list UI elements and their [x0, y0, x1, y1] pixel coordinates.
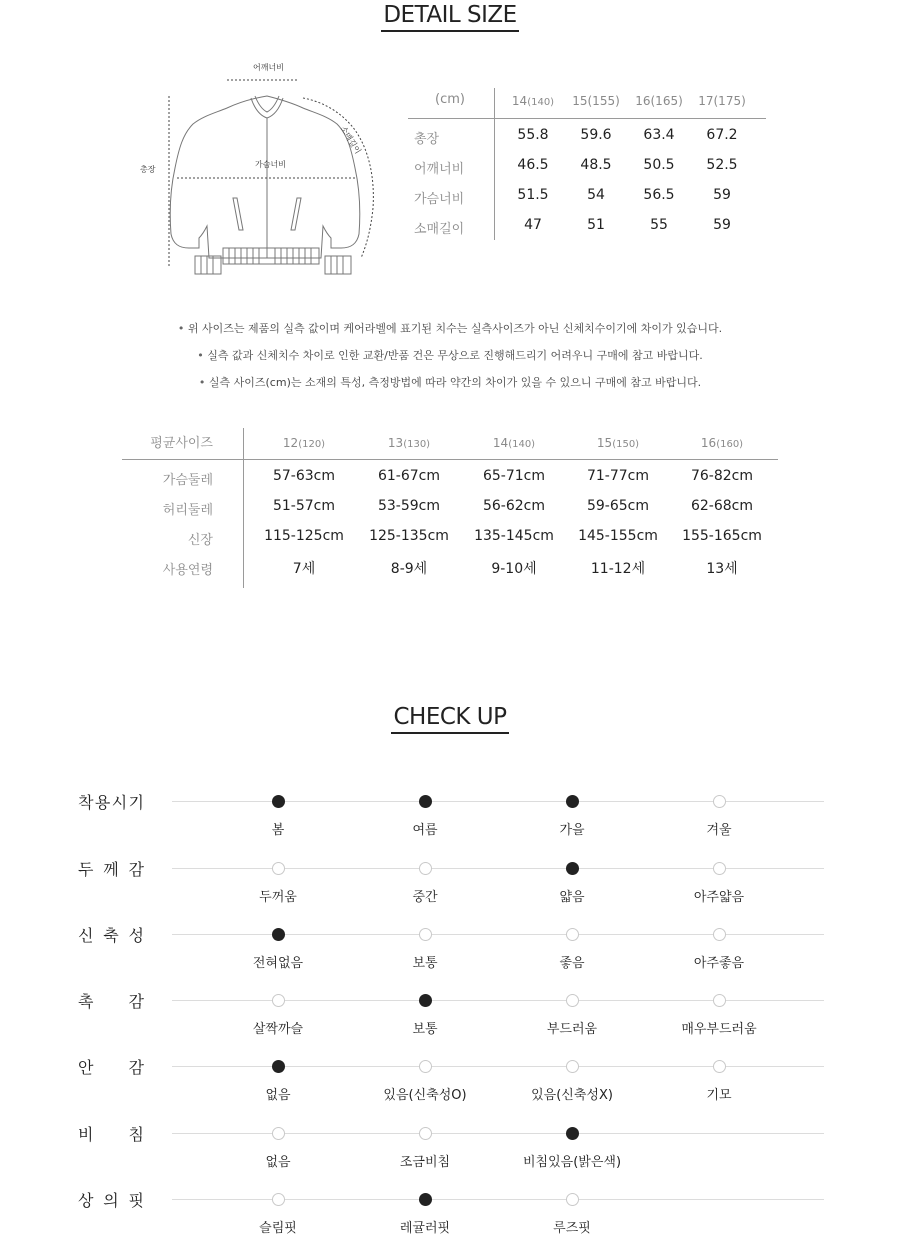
checkup-option-label: 아주좋음 [693, 956, 745, 971]
checkup-dot-selected [419, 994, 432, 1007]
checkup-option-label: 매우부드러움 [681, 1022, 757, 1037]
size-cell: 46.5 [517, 157, 549, 173]
checkup-title: CHECK UP [0, 704, 900, 730]
size-cell: 59 [713, 187, 731, 203]
avg-cell: 53-59cm [377, 498, 440, 514]
shoulder-width-label: 어깨너비 [253, 63, 284, 72]
checkup-row-label [78, 1122, 144, 1145]
size-cell: 67.2 [706, 127, 738, 143]
avg-cell: 125-135cm [369, 528, 449, 544]
checkup-dot-unselected [713, 928, 726, 941]
avg-cell: 11-12세 [590, 561, 646, 577]
checkup-option-label: 살짝까슬 [252, 1022, 304, 1037]
size-table-divider [494, 88, 495, 240]
checkup-option-label: 보통 [412, 1022, 438, 1037]
checkup-label-char: 감 [128, 860, 144, 879]
checkup-option-label: 있음(신축성X) [531, 1088, 613, 1103]
checkup-dot-unselected [566, 1060, 579, 1073]
checkup-dot-selected [272, 795, 285, 808]
checkup-label-char: 용 [94, 793, 111, 812]
avg-cell: 13세 [706, 561, 738, 577]
checkup-option-label: 가을 [559, 823, 585, 838]
size-note: • 실측 값과 신체치수 차이로 인한 교환/반품 건은 무상으로 진행해드리기 어려우니 구매에 참고 바랍니다. [0, 347, 900, 363]
size-col-17: 17(175) [698, 94, 746, 108]
size-cell: 52.5 [706, 157, 738, 173]
checkup-option-label: 좋음 [559, 956, 585, 971]
avg-col-16: 16(160) [700, 436, 744, 450]
size-row-label: 총장 [414, 132, 440, 147]
checkup-dot-selected [419, 1193, 432, 1206]
checkup-dot-unselected [419, 862, 432, 875]
avg-cell: 71-77cm [586, 468, 649, 484]
checkup-dot-unselected [713, 1060, 726, 1073]
checkup-label-char: 착 [78, 793, 94, 812]
avg-table-divider [243, 428, 244, 588]
checkup-option-label: 부드러움 [546, 1022, 598, 1037]
checkup-option-label: 아주얇음 [693, 890, 745, 905]
avg-col-14: 14(140) [492, 436, 536, 450]
checkup-dot-selected [566, 862, 579, 875]
checkup-row-line [172, 801, 824, 802]
avg-row-label: 가슴둘레 [162, 473, 213, 488]
size-cell: 63.4 [643, 127, 675, 143]
checkup-dot-unselected [713, 994, 726, 1007]
checkup-dot-unselected [419, 1060, 432, 1073]
size-table-header-line [408, 118, 766, 119]
avg-cell: 57-63cm [272, 468, 335, 484]
size-col-14: 14(140) [511, 94, 555, 108]
avg-table-header-line [122, 459, 778, 460]
checkup-option-label: 슬림핏 [259, 1221, 297, 1236]
checkup-dot-selected [566, 1127, 579, 1140]
checkup-option-label: 보통 [412, 956, 438, 971]
checkup-option-label: 여름 [412, 823, 438, 838]
checkup-row-line [172, 934, 824, 935]
jacket-outline-illustration [135, 58, 405, 288]
size-cell: 55 [650, 217, 668, 233]
checkup-option-label: 조금비침 [399, 1155, 451, 1170]
jacket-diagram [135, 58, 405, 288]
avg-cell: 62-68cm [690, 498, 753, 514]
size-cell: 51 [587, 217, 605, 233]
checkup-label-char: 상 [78, 1191, 94, 1210]
checkup-row-label [78, 923, 144, 946]
avg-cell: 56-62cm [482, 498, 545, 514]
size-note: • 위 사이즈는 제품의 실측 값이며 케어라벨에 표기된 치수는 실측사이즈가 아닌 신체치수이기에 차이가 있습니다. [0, 320, 900, 336]
checkup-label-char: 두 [78, 860, 94, 879]
checkup-dot-unselected [713, 862, 726, 875]
checkup-label-char: 핏 [128, 1191, 144, 1210]
checkup-row-line [172, 1066, 824, 1067]
checkup-option-label: 겨울 [706, 823, 732, 838]
checkup-dot-unselected [713, 795, 726, 808]
avg-cell: 76-82cm [690, 468, 753, 484]
checkup-option-label: 루즈핏 [553, 1221, 591, 1236]
checkup-row-label [78, 1055, 144, 1078]
checkup-dot-unselected [272, 862, 285, 875]
checkup-row-label [78, 857, 144, 880]
checkup-dot-unselected [272, 1127, 285, 1140]
checkup-label-char: 성 [128, 926, 144, 945]
checkup-label-char: 침 [128, 1125, 144, 1144]
checkup-row-line [172, 1000, 824, 1001]
checkup-option-label: 전혀없음 [252, 956, 304, 971]
checkup-option-label: 없음 [265, 1088, 291, 1103]
checkup-dot-selected [566, 795, 579, 808]
checkup-row-line [172, 1199, 824, 1200]
avg-cell: 59-65cm [586, 498, 649, 514]
checkup-dot-selected [272, 1060, 285, 1073]
checkup-label-char: 비 [78, 1125, 94, 1144]
checkup-option-label: 레귤러핏 [399, 1221, 451, 1236]
size-cell: 56.5 [643, 187, 675, 203]
avg-cell: 9-10세 [491, 561, 537, 577]
avg-cell: 135-145cm [474, 528, 554, 544]
checkup-dot-selected [419, 795, 432, 808]
size-row-label: 소매길이 [414, 222, 465, 237]
avg-col-15: 15(150) [596, 436, 640, 450]
avg-table-title: 평균사이즈 [150, 436, 213, 451]
checkup-option-label: 얇음 [559, 890, 585, 905]
checkup-label-char: 촉 [78, 992, 94, 1011]
checkup-option-label: 봄 [271, 823, 285, 838]
size-cell: 51.5 [517, 187, 549, 203]
avg-row-label: 신장 [187, 533, 213, 548]
avg-cell: 65-71cm [482, 468, 545, 484]
size-cell: 59 [713, 217, 731, 233]
checkup-row-label [78, 1188, 144, 1211]
checkup-label-char: 시 [111, 793, 128, 812]
avg-cell: 145-155cm [578, 528, 658, 544]
checkup-row-line [172, 1133, 824, 1134]
avg-cell: 51-57cm [272, 498, 335, 514]
checkup-option-label: 두꺼움 [259, 890, 297, 905]
avg-col-12: 12(120) [282, 436, 326, 450]
checkup-label-char: 감 [128, 992, 144, 1011]
size-col-16: 16(165) [635, 94, 683, 108]
checkup-label-char: 축 [103, 926, 119, 945]
checkup-option-label: 비침있음(밝은색) [522, 1155, 622, 1170]
avg-col-13: 13(130) [387, 436, 431, 450]
checkup-row-line [172, 868, 824, 869]
checkup-option-label: 있음(신축성O) [383, 1088, 467, 1103]
checkup-label-char: 신 [78, 926, 94, 945]
size-col-15: 15(155) [572, 94, 620, 108]
checkup-dot-unselected [566, 994, 579, 1007]
avg-cell: 115-125cm [264, 528, 344, 544]
checkup-option-label: 중간 [412, 890, 438, 905]
total-length-label: 총장 [140, 165, 156, 174]
avg-cell: 8-9세 [390, 561, 428, 577]
checkup-row-label [78, 989, 144, 1012]
size-cell: 50.5 [643, 157, 675, 173]
avg-cell: 7세 [292, 561, 316, 577]
checkup-option-label: 없음 [265, 1155, 291, 1170]
sleeve-length-label: 소매길이 [338, 124, 363, 156]
checkup-label-char: 께 [103, 860, 119, 879]
checkup-dot-unselected [272, 994, 285, 1007]
avg-cell: 61-67cm [377, 468, 440, 484]
avg-cell: 155-165cm [682, 528, 762, 544]
size-cell: 54 [587, 187, 605, 203]
detail-size-title: DETAIL SIZE [0, 2, 900, 28]
checkup-dot-unselected [419, 1127, 432, 1140]
checkup-label-char: 기 [128, 793, 144, 812]
checkup-dot-unselected [566, 1193, 579, 1206]
checkup-label-char: 안 [78, 1058, 94, 1077]
checkup-dot-unselected [566, 928, 579, 941]
size-cell: 55.8 [517, 127, 549, 143]
chest-width-label: 가슴너비 [255, 160, 286, 169]
checkup-option-label: 기모 [706, 1088, 732, 1103]
avg-row-label: 허리둘레 [162, 503, 213, 518]
checkup-dot-selected [272, 928, 285, 941]
size-cell: 48.5 [580, 157, 612, 173]
size-note: • 실측 사이즈(cm)는 소재의 특성, 측정방법에 따라 약간의 차이가 있을 수 있으니 구매에 참고 바랍니다. [0, 374, 900, 390]
checkup-label-char: 의 [103, 1191, 119, 1210]
size-row-label: 가슴너비 [414, 192, 465, 207]
size-cell: 47 [524, 217, 542, 233]
checkup-dot-unselected [419, 928, 432, 941]
checkup-label-char: 감 [128, 1058, 144, 1077]
size-cell: 59.6 [580, 127, 612, 143]
checkup-dot-unselected [272, 1193, 285, 1206]
avg-row-label: 사용연령 [162, 563, 213, 578]
size-unit-header: (cm) [435, 92, 465, 107]
size-row-label: 어깨너비 [414, 162, 465, 177]
checkup-row-label [78, 790, 144, 813]
